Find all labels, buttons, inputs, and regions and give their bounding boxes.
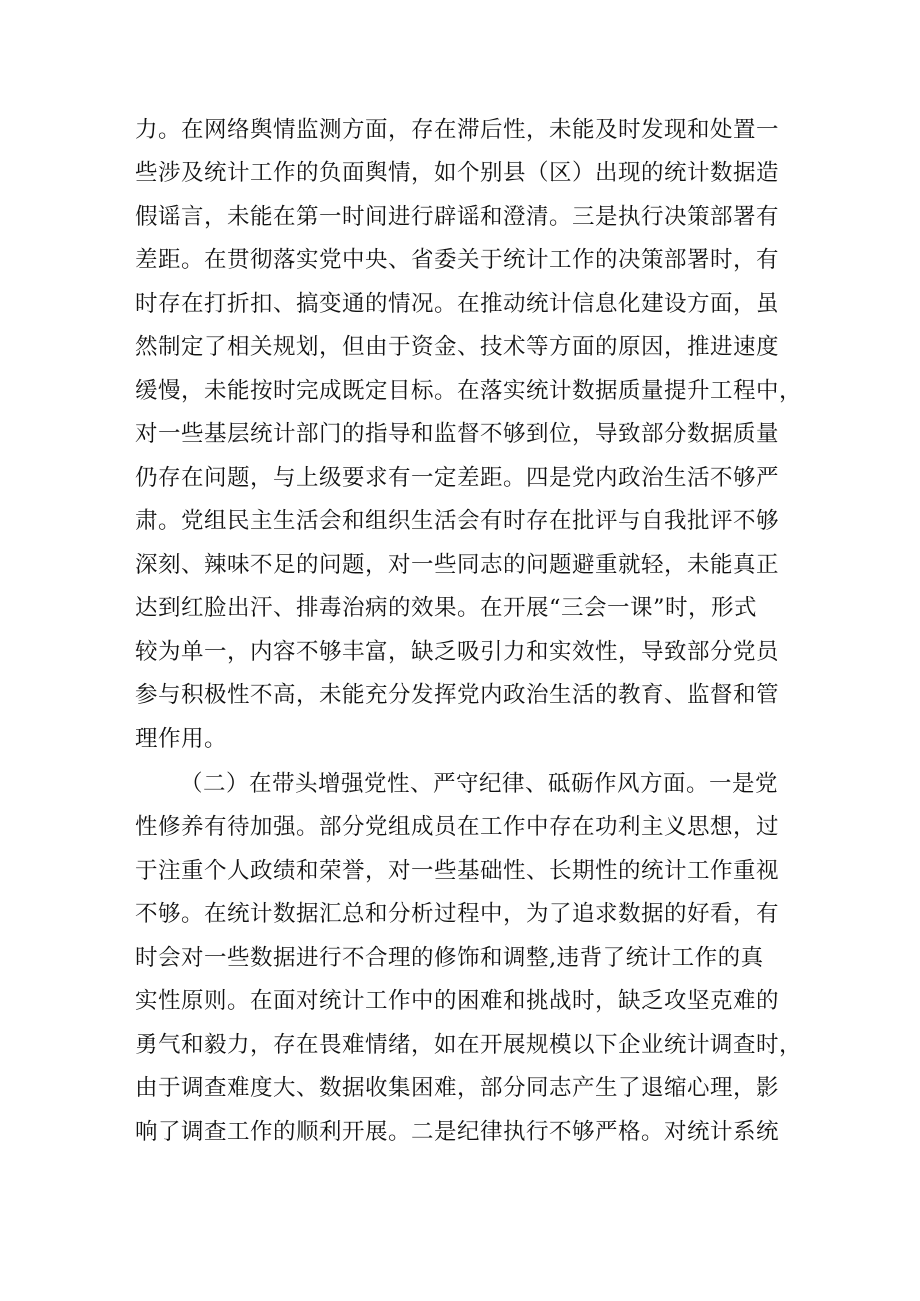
text-line: 不够。在统计数据汇总和分析过程中，为了追求数据的好看，有 (135, 901, 780, 927)
text-line: 时会对一些数据进行不合理的修饰和调整,违背了统计工作的真 (135, 945, 764, 971)
text-line: 达到红脸出汗、排毒治病的效果。在开展“三会一课”时，形式 (135, 595, 758, 621)
text-line: 响了调查工作的顺利开展。二是纪律执行不够严格。对统计系统 (135, 1119, 780, 1145)
text-line: 勇气和毅力，存在畏难情绪，如在开展规模以下企业统计调查时， (135, 1032, 803, 1058)
text-line: 理作用。 (135, 726, 228, 752)
text-line: 些涉及统计工作的负面舆情，如个别县（区）出现的统计数据造 (135, 160, 780, 186)
section-heading-line: （二）在带头增强党性、严守纪律、砥砺作风方面。一是党 (180, 771, 779, 797)
text-line: 缓慢，未能按时完成既定目标。在落实统计数据质量提升工程中， (135, 378, 803, 404)
text-line: 仍存在问题，与上级要求有一定差距。四是党内政治生活不够严 (135, 465, 780, 491)
text-line: 实性原则。在面对统计工作中的困难和挑战时，缺乏攻坚克难的 (135, 988, 780, 1014)
text-line: 肃。党组民主生活会和组织生活会有时存在批评与自我批评不够 (135, 508, 780, 534)
text-line: 深刻、辣味不足的问题，对一些同志的问题避重就轻，未能真正 (135, 552, 780, 578)
text-line: 由于调查难度大、数据收集困难，部分同志产生了退缩心理，影 (135, 1075, 780, 1101)
text-line: 对一些基层统计部门的指导和监督不够到位，导致部分数据质量 (135, 421, 780, 447)
text-line: 然制定了相关规划，但由于资金、技术等方面的原因，推进速度 (135, 334, 780, 360)
text-line: 性修养有待加强。部分党组成员在工作中存在功利主义思想，过 (135, 814, 780, 840)
text-line: 假谣言，未能在第一时间进行辟谣和澄清。三是执行决策部署有 (135, 204, 780, 230)
text-line: 时存在打折扣、搞变通的情况。在推动统计信息化建设方面，虽 (135, 291, 780, 317)
text-line: 力。在网络舆情监测方面，存在滞后性，未能及时发现和处置一 (135, 117, 780, 143)
text-line: 参与积极性不高，未能充分发挥党内政治生活的教育、监督和管 (135, 682, 780, 708)
text-line: 较为单一，内容不够丰富，缺乏吸引力和实效性，导致部分党员 (135, 639, 780, 665)
text-line: 差距。在贯彻落实党中央、省委关于统计工作的决策部署时，有 (135, 247, 780, 273)
text-line: 于注重个人政绩和荣誉，对一些基础性、长期性的统计工作重视 (135, 858, 780, 884)
